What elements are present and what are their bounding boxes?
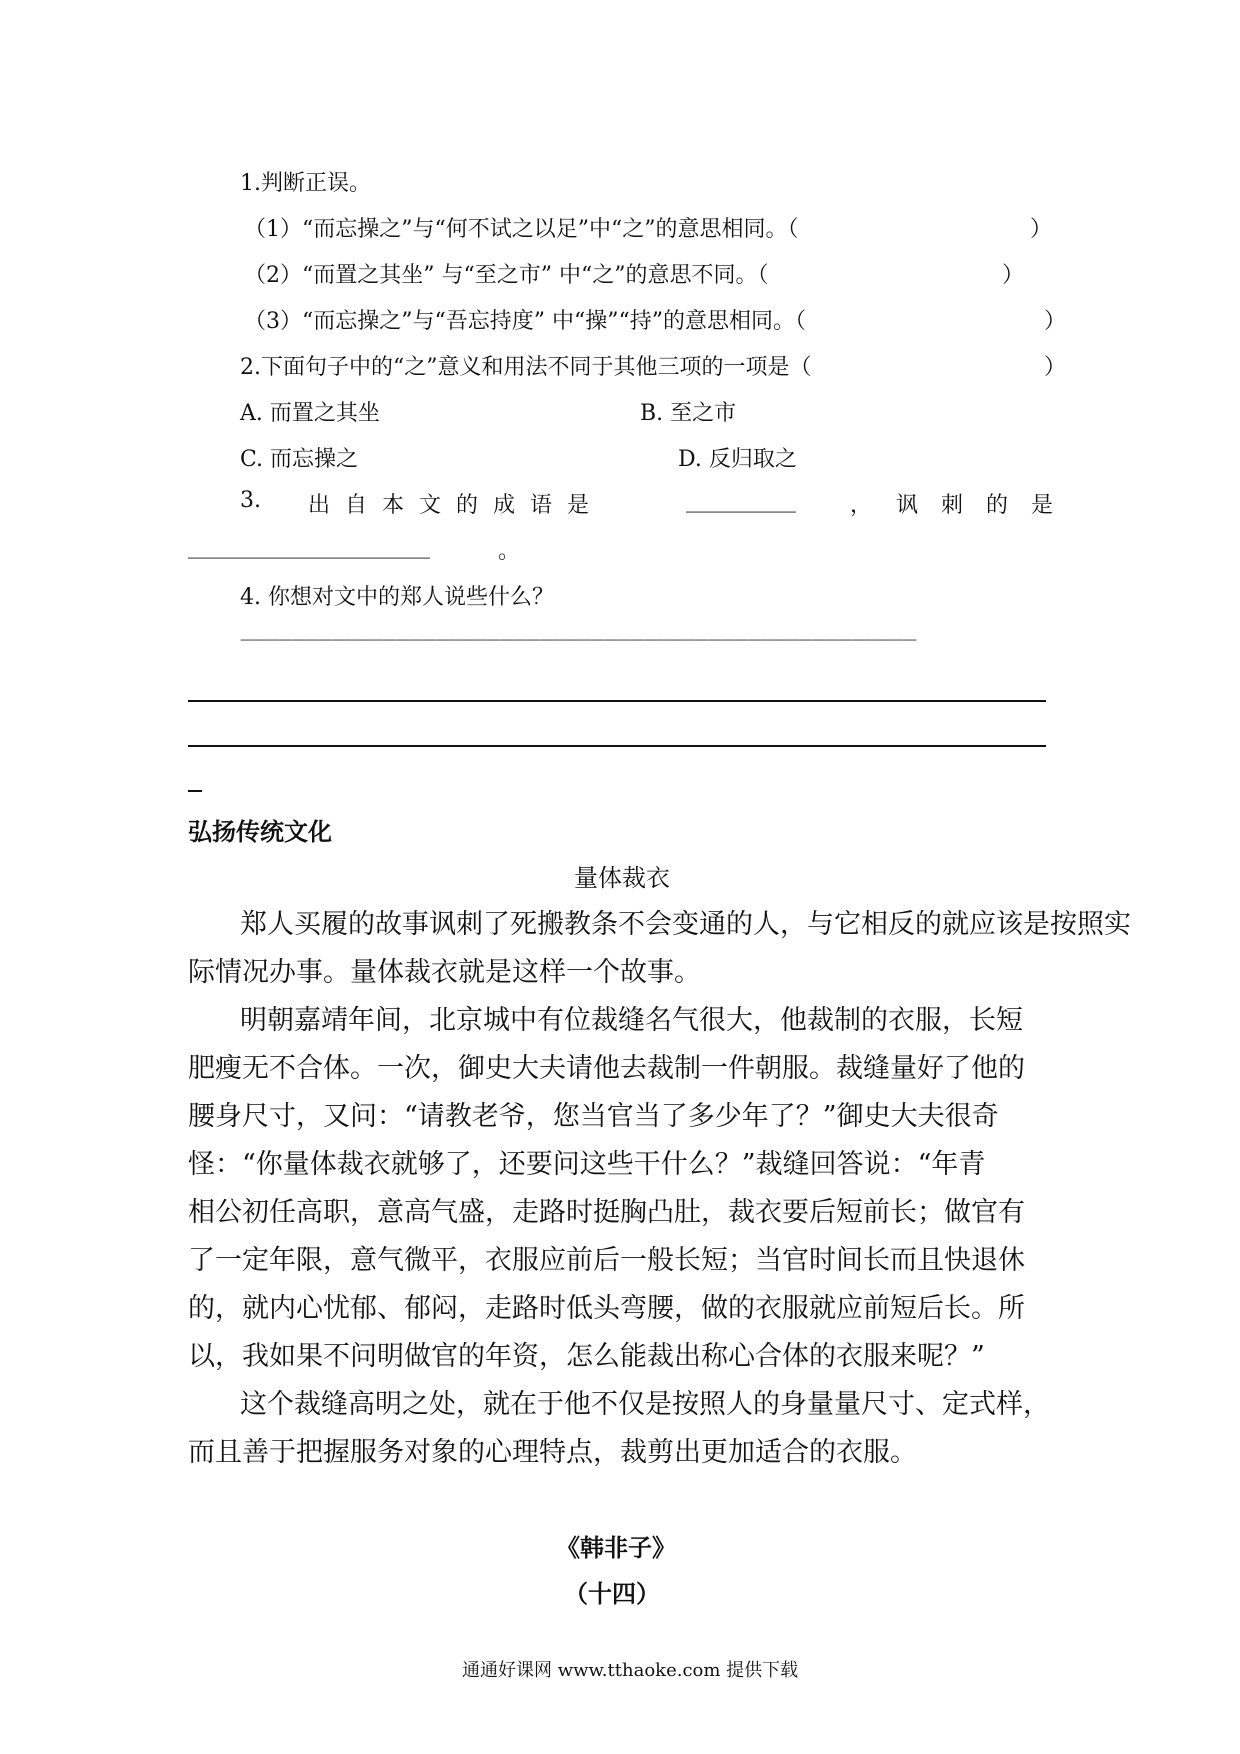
- q3-blank-1: __________: [686, 488, 796, 513]
- q3-lead: 出 自 本 文 的 成 语 是: [308, 493, 593, 518]
- q1-item-3-text: （3）“而忘操之”与“吾忘持度” 中“操”“持”的意思相同。（: [244, 309, 806, 334]
- q1-title: 1.判断正误。: [240, 171, 371, 196]
- q3-number: 3.: [240, 488, 261, 513]
- next-chapter-number: （十四）: [564, 1579, 660, 1608]
- paragraph-1-line-2: 际情况办事。量体裁衣就是这样一个故事。: [188, 957, 701, 988]
- paragraph-2-line-2: 肥瘦无不合体。一次，御史大夫请他去裁制一件朝服。裁缝量好了他的: [188, 1053, 1025, 1084]
- q4-answer-line-1: ————————————————————————————————————————————————————: [240, 632, 916, 648]
- q2-option-b: B. 至之市: [640, 401, 737, 426]
- q4-title: 4. 你想对文中的郑人说些什么？: [240, 585, 554, 610]
- q3-blank-2: ______________________: [188, 534, 430, 559]
- q2-option-d: D. 反归取之: [678, 447, 797, 472]
- paragraph-2-line-3: 腰身尺寸，又问：“请教老爷，您当官当了多少年了？”御史大夫很奇: [188, 1101, 999, 1132]
- q3-end: 。: [498, 539, 521, 564]
- q4-answer-line-3: [188, 745, 1046, 747]
- paragraph-2-line-7: 的，就内心忧郁、郁闷，走路时低头弯腰，做的衣服就应前短后长。所: [188, 1293, 1025, 1324]
- q1-item-3-close: ）: [1044, 309, 1067, 334]
- paragraph-2-line-5: 相公初任高职，意高气盛，走路时挺胸凸肚，裁衣要后短前长；做官有: [188, 1197, 1025, 1228]
- paragraph-2-line-6: 了一定年限，意气微平，衣服应前后一般长短；当官时间长而且快退休: [188, 1245, 1025, 1276]
- q4-answer-line-stub: [188, 790, 202, 792]
- story-title: 量体裁衣: [574, 864, 670, 892]
- q2-option-a: A. 而置之其坐: [240, 401, 380, 426]
- q2-close: ）: [1044, 355, 1067, 380]
- q1-item-1-close: ）: [1030, 217, 1053, 242]
- next-book-title: 《韩非子》: [556, 1533, 676, 1562]
- page-footer: 通通好课网 www.tthaoke.com 提供下载: [462, 1660, 799, 1681]
- q2-title: 2.下面句子中的“之”意义和用法不同于其他三项的一项是（: [240, 355, 812, 380]
- paragraph-3-line-1: 这个裁缝高明之处，就在于他不仅是按照人的身量量尺寸、定式样，: [240, 1389, 1050, 1420]
- section-heading: 弘扬传统文化: [188, 818, 332, 846]
- q1-item-2-text: （2）“而置之其坐” 与“至之市” 中“之”的意思不同。（: [244, 263, 769, 288]
- q4-answer-line-2: [188, 700, 1046, 702]
- paragraph-3-line-2: 而且善于把握服务对象的心理特点，裁剪出更加适合的衣服。: [188, 1437, 917, 1468]
- q2-option-c: C. 而忘操之: [240, 447, 359, 472]
- paragraph-1-line-1: 郑人买履的故事讽刺了死搬教条不会变通的人，与它相反的就应该是按照实: [240, 909, 1131, 940]
- paragraph-2-line-1: 明朝嘉靖年间，北京城中有位裁缝名气很大，他裁制的衣服，长短: [240, 1005, 1023, 1036]
- q3-comma: ，: [850, 493, 873, 518]
- q1-item-2-close: ）: [1002, 263, 1025, 288]
- paragraph-2-line-4: 怪：“你量体裁衣就够了，还要问这些干什么？”裁缝回答说：“年青: [188, 1149, 986, 1180]
- paragraph-2-line-8: 以，我如果不问明做官的年资，怎么能裁出称心合体的衣服来呢？”: [188, 1341, 985, 1372]
- q3-mid: 讽 刺 的 是: [896, 493, 1061, 518]
- q1-item-1-text: （1）“而忘操之”与“何不试之以足”中“之”的意思相同。（: [244, 217, 799, 242]
